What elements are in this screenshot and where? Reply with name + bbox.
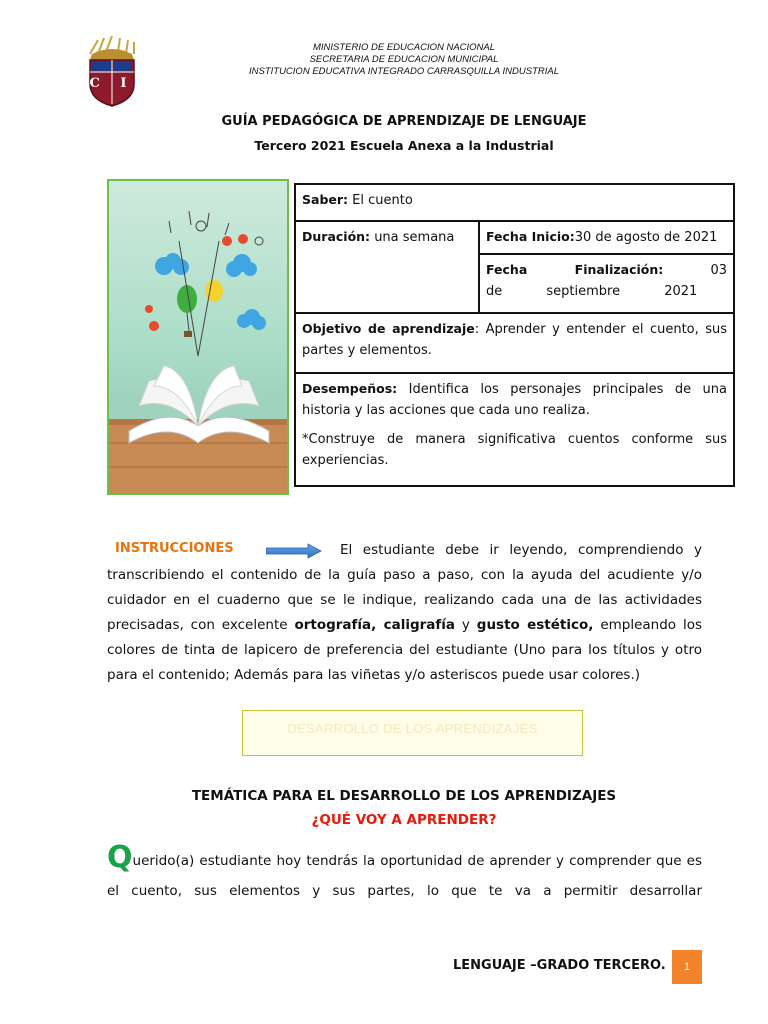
saber-cell bbox=[295, 184, 734, 221]
desempenos-label: Desempeños: bbox=[302, 381, 398, 397]
ministry-line-2: SECRETARIA DE EDUCACION MUNICIPAL bbox=[309, 54, 499, 65]
instructions-label: INSTRUCCIONES bbox=[115, 541, 234, 556]
instructions-paragraph bbox=[107, 538, 702, 688]
instructions-bold-1: ortografía, caligrafía bbox=[294, 617, 455, 633]
instructions-text-c: empleando los colores de tinta de lapicero de preferencia del estudiante (Uno para los títulos y otro para el contenido; Además para las viñetas y/o asteriscos puede usar colores.) bbox=[107, 617, 702, 683]
fecha-inicio-cell bbox=[479, 221, 734, 254]
document-title: GUÍA PEDAGÓGICA DE APRENDIZAJE DE LENGUAJE bbox=[221, 114, 587, 129]
open-book-illustration bbox=[107, 179, 289, 495]
fecha-fin-cell bbox=[479, 254, 734, 312]
development-heading-box: DESARROLLO DE LOS APRENDIZAJES bbox=[242, 710, 583, 756]
saber-label: Saber: bbox=[302, 192, 349, 207]
instructions-text-b: y bbox=[455, 617, 477, 633]
instructions-bold-2: gusto estético, bbox=[476, 617, 594, 633]
page-number-badge: 1 bbox=[672, 950, 702, 984]
intro-text: uerido(a) estudiante hoy tendrás la oportunidad de aprender y comprender que es el cuento, sus elementos y sus partes, lo que te va a permitir desarrollar bbox=[107, 853, 702, 899]
ministry-header bbox=[180, 42, 628, 78]
saber-value: El cuento bbox=[348, 193, 413, 208]
crest-letters: C I bbox=[89, 76, 135, 91]
intro-paragraph bbox=[107, 840, 702, 906]
fecha-fin-value: 03 de septiembre 2021 bbox=[486, 263, 728, 300]
desempenos-value-2: *Construye de manera significativa cuentos conforme sus experiencias. bbox=[302, 432, 728, 469]
desempenos-value: Identifica los personajes principales de una historia y las acciones que cada uno realiza. bbox=[302, 382, 728, 419]
ministry-line-3: INSTITUCION EDUCATIVA INTEGRADO CARRASQUILLA INDUSTRIAL bbox=[248, 66, 560, 77]
thematic-question: ¿QUÉ VOY A APRENDER? bbox=[311, 812, 497, 828]
right-arrow-icon bbox=[266, 543, 322, 559]
dropcap-letter: Q bbox=[107, 840, 133, 875]
objetivo-value: : Aprender y entender el cuento, sus partes y elementos. bbox=[302, 321, 728, 358]
document-subtitle: Tercero 2021 Escuela Anexa a la Industrial bbox=[254, 138, 554, 153]
ministry-line-1: MINISTERIO DE EDUCACION NACIONAL bbox=[312, 42, 496, 53]
fecha-inicio-label: Fecha Inicio: bbox=[486, 229, 575, 245]
footer-label: LENGUAJE –GRADO TERCERO. bbox=[453, 958, 666, 973]
fecha-fin-label: Fecha Finalización: bbox=[486, 262, 664, 278]
desempenos-cell bbox=[295, 373, 734, 486]
duracion-cell bbox=[295, 221, 479, 313]
duracion-label: Duración: bbox=[302, 229, 371, 245]
objetivo-label: Objetivo de aprendizaje bbox=[302, 320, 475, 336]
fecha-inicio-value: 30 de agosto de 2021 bbox=[574, 230, 718, 246]
lesson-info-table bbox=[294, 183, 735, 487]
objetivo-cell bbox=[295, 313, 734, 373]
thematic-title: TEMÁTICA PARA EL DESARROLLO DE LOS APRENDIZAJES bbox=[191, 788, 617, 804]
instructions-text-a: El estudiante debe ir leyendo, comprendiendo y transcribiendo el contenido de la guía paso a paso, con la ayuda del acudiente y/o cuidador en el cuaderno que se le indique, realizando cada una de las actividades precisadas, con excelente bbox=[107, 542, 702, 633]
school-crest-logo bbox=[84, 36, 140, 108]
duracion-value: una semana bbox=[370, 230, 455, 246]
